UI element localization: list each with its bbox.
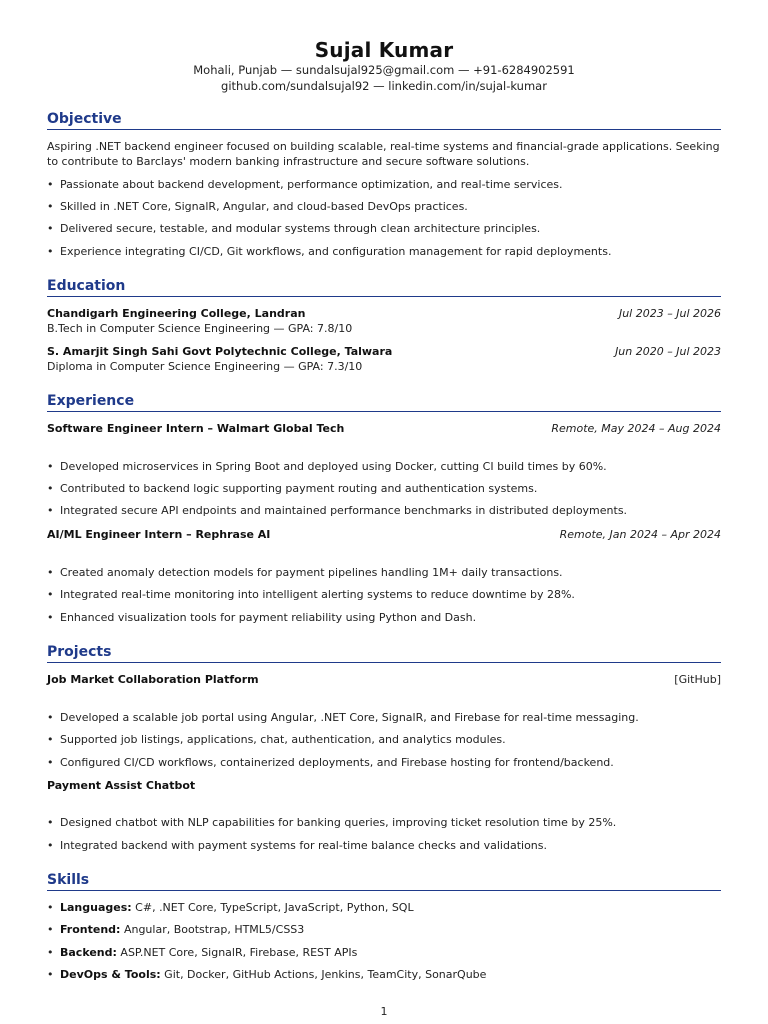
bullet-icon: • <box>47 566 54 579</box>
bullet-icon: • <box>47 200 54 213</box>
bullet-icon: • <box>47 245 54 258</box>
project-name: Job Market Collaboration Platform <box>47 673 259 686</box>
skill-item <box>47 968 721 981</box>
bullet-icon: • <box>47 968 54 981</box>
skill-item <box>47 901 721 914</box>
skill-label: Backend: <box>60 946 117 959</box>
school-name: Chandigarh Engineering College, Landran <box>47 307 306 320</box>
job-bullet: • Developed microservices in Spring Boot and deployed using Docker, cutting CI build times by 60%. <box>47 460 607 473</box>
github-link[interactable]: [GitHub] <box>674 673 721 686</box>
bullet-icon: • <box>47 711 54 724</box>
skill-item <box>47 923 721 936</box>
project-bullet: • Designed chatbot with NLP capabilities for banking queries, improving ticket resolution time by 25%. <box>47 816 617 829</box>
bullet-icon: • <box>47 756 54 769</box>
objective-bullet: • Delivered secure, testable, and modular systems through clean architecture principles. <box>47 222 541 235</box>
resume-page <box>47 0 721 1024</box>
skill-value: ASP.NET Core, SignalR, Firebase, REST APIs <box>120 946 358 959</box>
job-bullet: • Created anomaly detection models for payment pipelines handling 1M+ daily transactions. <box>47 566 563 579</box>
bullet-icon: • <box>47 588 54 601</box>
project-bullet: • Supported job listings, applications, chat, authentication, and analytics modules. <box>47 733 506 746</box>
bullet-icon: • <box>47 816 54 829</box>
job-bullet: • Contributed to backend logic supporting payment routing and authentication systems. <box>47 482 538 495</box>
bullet-icon: • <box>47 839 54 852</box>
skill-label: DevOps & Tools: <box>60 968 161 981</box>
bullet-icon: • <box>47 482 54 495</box>
section-title-objective: Objective <box>47 111 721 130</box>
job-location-dates: Remote, May 2024 – Aug 2024 <box>551 422 721 435</box>
project-bullet: • Integrated backend with payment systems for real-time balance checks and validations. <box>47 839 547 852</box>
job-bullet: • Integrated real-time monitoring into intelligent alerting systems to reduce downtime by 28%. <box>47 588 575 601</box>
objective-summary: Aspiring .NET backend engineer focused on building scalable, real-time systems and financial-grade applications. Seeking to contribute to Barclays' modern banking infrastructure and secure software solutions. <box>47 140 720 168</box>
section-title-experience: Experience <box>47 393 721 412</box>
degree-line: Diploma in Computer Science Engineering — GPA: 7.3/10 <box>47 360 363 373</box>
bullet-icon: • <box>47 222 54 235</box>
project-name: Payment Assist Chatbot <box>47 779 196 792</box>
bullet-icon: • <box>47 504 54 517</box>
job-role: AI/ML Engineer Intern – Rephrase AI <box>47 528 271 541</box>
section-title-projects: Projects <box>47 644 721 663</box>
bullet-icon: • <box>47 611 54 624</box>
bullet-icon: • <box>47 901 54 914</box>
job-bullet: • Enhanced visualization tools for payment reliability using Python and Dash. <box>47 611 477 624</box>
bullet-icon: • <box>47 460 54 473</box>
bullet-icon: • <box>47 178 54 191</box>
skill-label: Frontend: <box>60 923 121 936</box>
job-role: Software Engineer Intern – Walmart Global Tech <box>47 422 345 435</box>
bullet-icon: • <box>47 946 54 959</box>
contact-line-1: Mohali, Punjab — sundalsujal925@gmail.com — +91-6284902591 <box>193 63 575 77</box>
degree-line: B.Tech in Computer Science Engineering — GPA: 7.8/10 <box>47 322 353 335</box>
objective-bullet: • Passionate about backend development, performance optimization, and real-time services. <box>47 178 563 191</box>
project-bullet: • Developed a scalable job portal using Angular, .NET Core, SignalR, and Firebase for real-time messaging. <box>47 711 639 724</box>
job-bullet: • Integrated secure API endpoints and maintained performance benchmarks in distributed deployments. <box>47 504 628 517</box>
skill-value: Git, Docker, GitHub Actions, Jenkins, TeamCity, SonarQube <box>164 968 487 981</box>
section-title-skills: Skills <box>47 872 721 891</box>
school-name: S. Amarjit Singh Sahi Govt Polytechnic College, Talwara <box>47 345 393 358</box>
bullet-icon: • <box>47 923 54 936</box>
education-dates: Jun 2020 – Jul 2023 <box>615 345 721 358</box>
bullet-icon: • <box>47 733 54 746</box>
job-location-dates: Remote, Jan 2024 – Apr 2024 <box>559 528 721 541</box>
resume-name: Sujal Kumar <box>314 38 454 62</box>
objective-bullet: • Experience integrating CI/CD, Git workflows, and configuration management for rapid deployments. <box>47 245 612 258</box>
skill-value: C#, .NET Core, TypeScript, JavaScript, Python, SQL <box>135 901 414 914</box>
section-title-education: Education <box>47 278 721 297</box>
contact-line-2: github.com/sundalsujal92 — linkedin.com/in/sujal-kumar <box>221 79 547 93</box>
skill-item <box>47 946 721 959</box>
education-dates: Jul 2023 – Jul 2026 <box>618 307 721 320</box>
project-bullet: • Configured CI/CD workflows, containerized deployments, and Firebase hosting for frontend/backend. <box>47 756 614 769</box>
page-number: 1 <box>380 1005 388 1018</box>
skill-value: Angular, Bootstrap, HTML5/CSS3 <box>123 923 305 936</box>
skill-label: Languages: <box>60 901 132 914</box>
objective-bullet: • Skilled in .NET Core, SignalR, Angular, and cloud-based DevOps practices. <box>47 200 468 213</box>
